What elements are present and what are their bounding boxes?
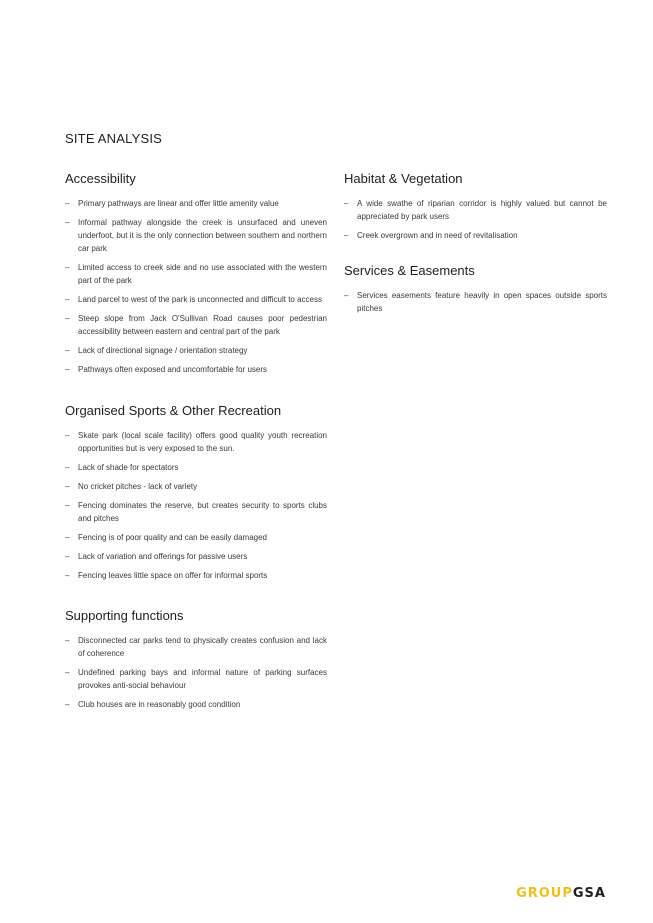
left-column bbox=[65, 170, 327, 733]
list-item: – Lack of shade for spectators bbox=[65, 461, 327, 474]
habitat-heading: Habitat & Vegetation bbox=[344, 171, 463, 186]
list-item: – Fencing is of poor quality and can be easily damaged bbox=[65, 531, 327, 544]
habitat-section bbox=[344, 170, 607, 242]
services-section bbox=[344, 262, 607, 315]
list-item: – Club houses are in reasonably good condition bbox=[65, 698, 327, 711]
list-item: – Skate park (local scale facility) offers good quality youth recreation opportunities but is very exposed to the sun. bbox=[65, 429, 327, 455]
list-item: – Services easements feature heavily in open spaces outside sports pitches bbox=[344, 289, 607, 315]
supporting-functions-section bbox=[65, 607, 327, 711]
group-gsa-logo bbox=[516, 886, 606, 901]
sports-list bbox=[65, 429, 327, 582]
logo-part-gsa: GSA bbox=[572, 886, 606, 901]
page-title: SITE ANALYSIS bbox=[65, 131, 163, 146]
sports-heading: Organised Sports & Other Recreation bbox=[65, 403, 282, 418]
logo-part-group: GROUP bbox=[516, 886, 573, 901]
list-item: – A wide swathe of riparian corridor is highly valued but cannot be appreciated by park users bbox=[344, 197, 607, 223]
list-item: – Land parcel to west of the park is unconnected and difficult to access bbox=[65, 293, 327, 306]
accessibility-section bbox=[65, 170, 327, 376]
list-item: – Informal pathway alongside the creek is unsurfaced and uneven underfoot, but it is the only connection between southern and northern car park bbox=[65, 216, 327, 255]
list-item: – Primary pathways are linear and offer little amenity value bbox=[65, 197, 327, 210]
list-item: – Pathways often exposed and uncomfortable for users bbox=[65, 363, 327, 376]
services-list bbox=[344, 289, 607, 315]
list-item: – Lack of variation and offerings for passive users bbox=[65, 550, 327, 563]
habitat-list bbox=[344, 197, 607, 242]
services-heading: Services & Easements bbox=[344, 263, 475, 278]
accessibility-heading: Accessibility bbox=[65, 171, 136, 186]
list-item: – Lack of directional signage / orientation strategy bbox=[65, 344, 327, 357]
list-item: – Disconnected car parks tend to physically creates confusion and lack of coherence bbox=[65, 634, 327, 660]
sports-section bbox=[65, 402, 327, 582]
right-column bbox=[344, 170, 607, 337]
list-item: – Limited access to creek side and no use associated with the western part of the park bbox=[65, 261, 327, 287]
list-item: – Fencing dominates the reserve, but creates security to sports clubs and pitches bbox=[65, 499, 327, 525]
supporting-functions-list bbox=[65, 634, 327, 711]
accessibility-list bbox=[65, 197, 327, 376]
list-item: – Creek overgrown and in need of revitalisation bbox=[344, 229, 607, 242]
list-item: – No cricket pitches - lack of variety bbox=[65, 480, 327, 493]
supporting-functions-heading: Supporting functions bbox=[65, 608, 184, 623]
list-item: – Fencing leaves little space on offer for informal sports bbox=[65, 569, 327, 582]
list-item: – Steep slope from Jack O'Sullivan Road causes poor pedestrian accessibility between eastern and central part of the park bbox=[65, 312, 327, 338]
list-item: – Undefined parking bays and informal nature of parking surfaces provokes anti-social behaviour bbox=[65, 666, 327, 692]
